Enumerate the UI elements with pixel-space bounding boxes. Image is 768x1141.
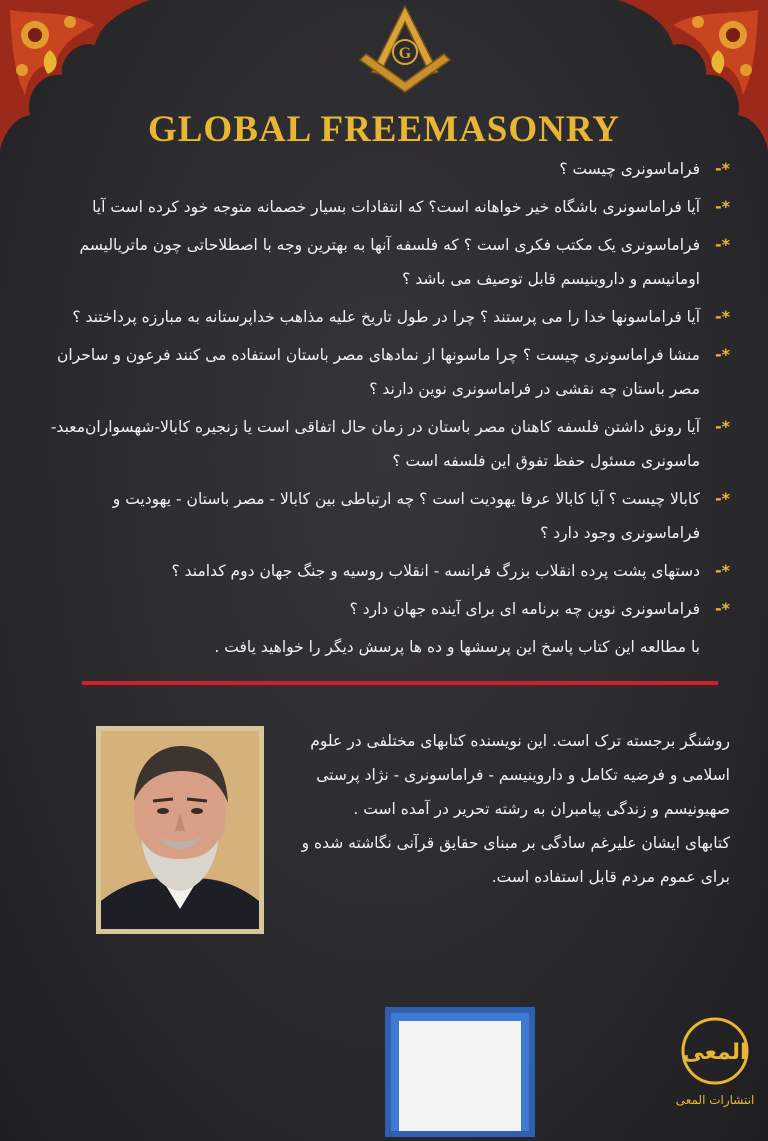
question-item <box>38 152 730 186</box>
publisher-name: انتشارات المعی <box>675 1093 755 1107</box>
bullet-marker: *- <box>714 159 730 178</box>
bullet-marker: *- <box>714 307 730 326</box>
question-item <box>38 592 730 626</box>
author-portrait <box>101 731 259 929</box>
question-text: ماسونری مسئول حفظ تفوق این فلسفه است ؟ <box>392 452 700 470</box>
author-bio <box>280 724 730 894</box>
bullet-marker: *- <box>714 197 730 216</box>
svg-text:G: G <box>398 45 412 62</box>
bio-line: روشنگر برجسته ترک است. این نویسنده کتابهای مختلفی در علوم <box>310 732 730 750</box>
question-item <box>38 338 730 406</box>
bullet-marker: *- <box>714 561 730 580</box>
bullet-marker: *- <box>714 489 730 508</box>
question-item <box>38 190 730 224</box>
question-text: فراماسونری چیست ؟ <box>559 160 700 178</box>
square-compass-emblem <box>350 2 460 94</box>
question-text: اومانیسم و داروینیسم قابل توصیف می باشد ؟ <box>402 270 700 288</box>
question-text: فراماسونری وجود دارد ؟ <box>540 524 700 542</box>
red-divider <box>82 681 718 685</box>
question-text: فراماسونری یک مکتب فکری است ؟ که فلسفه آنها به بهترین وجه با اصطلاحاتی چون ماتریالیسم <box>79 236 700 254</box>
question-text: آیا رونق داشتن فلسفه کاهنان مصر باستان در زمان حال اتفاقی است یا زنجیره کابالا-شهسواران‌معبد- <box>50 418 700 436</box>
bullet-marker: *- <box>714 345 730 364</box>
question-item <box>38 482 730 550</box>
barcode-label <box>399 1021 521 1131</box>
barcode-sticker <box>385 1007 535 1137</box>
question-text: دستهای پشت پرده انقلاب بزرگ فرانسه - انقلاب روسیه و جنگ جهان دوم کدامند ؟ <box>171 562 700 580</box>
question-text: فراماسونری نوین چه برنامه ای برای آینده جهان دارد ؟ <box>349 600 700 618</box>
publisher-mark-text: المعی <box>682 1040 748 1065</box>
publisher-mark-icon <box>679 1015 751 1087</box>
book-title: GLOBAL FREEMASONRY <box>147 109 621 150</box>
author-photo <box>96 726 264 934</box>
red-divider-shadow <box>82 687 718 688</box>
question-item <box>38 554 730 588</box>
question-item <box>38 300 730 334</box>
question-item <box>38 228 730 296</box>
bio-line: برای عموم مردم قابل استفاده است. <box>491 868 730 886</box>
question-list <box>38 152 730 664</box>
bullet-marker: *- <box>714 235 730 254</box>
question-text: منشا فراماسونری چیست ؟ چرا ماسونها از نمادهای مصر باستان استفاده می کنند فرعون و ساحران <box>57 346 700 364</box>
closing-statement: با مطالعه این کتاب پاسخ این پرسشها و ده ها پرسش دیگر را خواهید یافت . <box>214 638 700 656</box>
bio-line: اسلامی و فرضیه تکامل و داروینیسم - فراماسونری - نژاد پرستی <box>316 766 730 784</box>
question-text: آیا فراماسونها خدا را می پرستند ؟ چرا در طول تاریخ علیه مذاهب خداپرستانه به مبارزه پرداختند ؟ <box>72 308 700 326</box>
question-text: مصر باستان چه نقشی در فراماسونری نوین دارند ؟ <box>369 380 700 398</box>
bio-line: صهیونیسم و زندگی پیامبران به رشته تحریر در آمده است . <box>353 800 730 818</box>
question-text: کابالا چیست ؟ آیا کابالا عرفا یهودیت است ؟ چه ارتباطی بین کابالا - مصر باستان - یهودیت و <box>112 490 700 508</box>
bullet-marker: *- <box>714 417 730 436</box>
question-item <box>38 410 730 478</box>
bullet-marker: *- <box>714 599 730 618</box>
bio-line: کتابهای ایشان علیرغم سادگی بر مبنای حقایق قرآنی نگاشته شده و <box>301 834 730 852</box>
question-text: آیا فراماسونری باشگاه خیر خواهانه است؟ که انتقادات بسیار خصمانه متوجه خود کرده است آیا <box>92 198 700 216</box>
publisher-logo <box>665 1015 765 1137</box>
